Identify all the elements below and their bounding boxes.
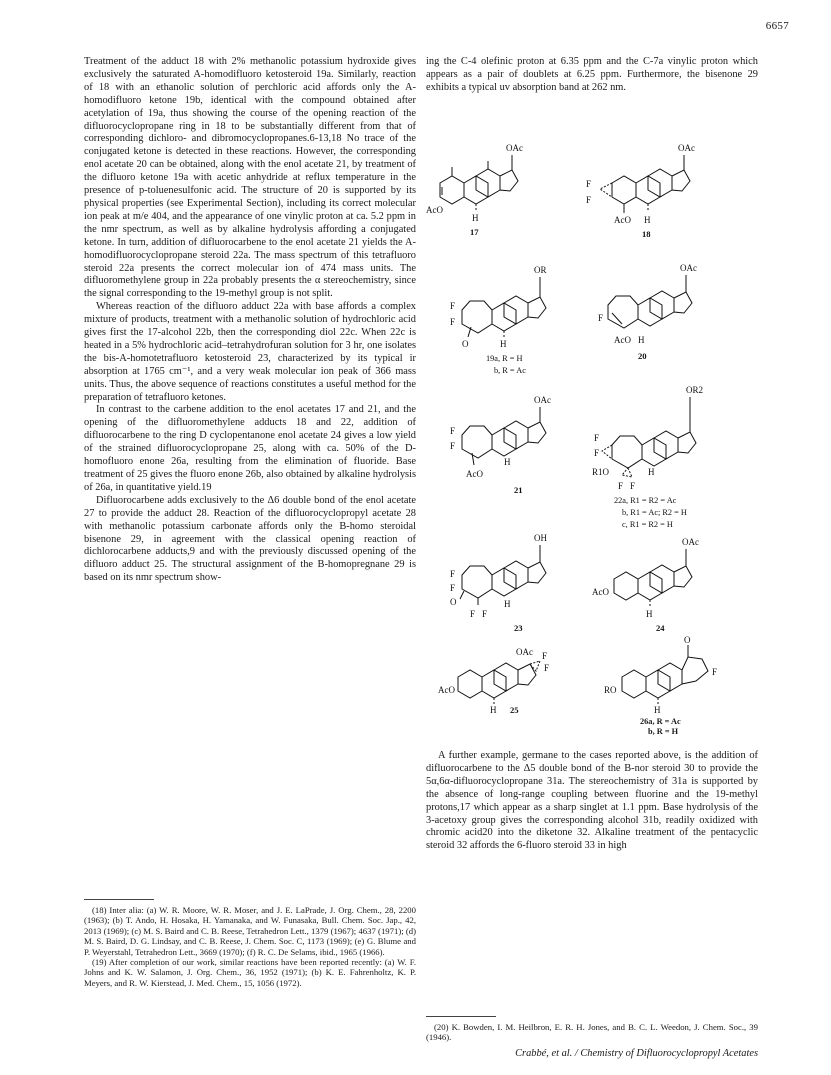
structure-19-caption-a: 19a, R = H [486,354,523,363]
structure-24-label-oac: OAc [682,537,699,547]
structure-26 [604,635,717,715]
structure-22-label-r1o: R1O [592,467,610,477]
structure-22-label-f3: F [618,481,624,491]
structure-18 [586,143,695,239]
structure-23-label-f1: F [450,569,456,579]
structure-18-label-f2: F [586,195,592,205]
chemical-structures-figure [426,125,766,715]
structure-17-label-aco: AcO [426,205,443,215]
structure-22-caption-c: c, R1 = R2 = H [622,520,673,529]
structure-22 [592,385,703,529]
structure-19-label-o: O [462,339,469,349]
structure-23 [450,533,547,633]
structure-25-label-f2: F [544,663,550,673]
right-footnotes [426,1022,758,1043]
structure-25-label-f1: F [542,651,548,661]
footnote-19: (19) After completion of our work, similar reactions have been reported recently: (a) W. F. Johns and K. W. Salamon, J. Org. Chem., 36, 1952 (1971); (b) K. E. Fahrenholtz, K. P. Meyers, and R. W. Kierstead, J. Med. Chem., 15, 1056 (1972). [84,957,416,988]
structure-22-label-f2: F [594,448,600,458]
structure-18-caption: 18 [642,229,651,239]
left-column-body [84,56,416,585]
right-column-bottom-body [426,750,758,853]
structure-21-caption: 21 [514,485,523,495]
structure-19-label-f1: F [450,301,456,311]
structure-24 [592,537,699,633]
structure-22-caption-a: 22a, R1 = R2 = Ac [614,496,677,505]
running-footer: Crabbé, et al. / Chemistry of Difluorocyclopropyl Acetates [515,1048,758,1059]
structure-22-label-f4: F [630,481,636,491]
structure-23-label-h: H [504,599,511,609]
structure-20-label-h: H [638,335,645,345]
structure-22-caption-b: b, R1 = Ac; R2 = H [622,508,687,517]
structure-20 [598,263,697,361]
structure-17-caption: 17 [470,227,479,237]
structure-24-label-aco: AcO [592,587,609,597]
structure-25-caption: 25 [510,705,519,715]
paragraph: In contrast to the carbene addition to the enol acetates 17 and 21, and the opening of the difluoromethylene adducts 18 and 22, addition of difluorocarbene to the ring D cyclopentanone enol acetate 24 gives a low yield of the strained difluorocyclopropane 25, along with ca. 50% of the D-homofluoro enone 26a, resulting from the elimination of fluoride. Base treatment of 25 gives the fluoro enone 26b, also obtained by alkaline hydrolysis of 26a, in quantitative yield.19 [84,404,416,493]
structure-18-label-aco: AcO [614,215,631,225]
structure-24-caption: 24 [656,623,665,633]
structure-24-label-h: H [646,609,653,619]
paragraph: ing the C-4 olefinic proton at 6.35 ppm and the C-7a vinylic proton which appears as a pair of doublets at 6.25 ppm. Furthermore, the bisenone 29 exhibits a typical uv absorption band at 262 nm. [426,56,758,93]
structure-25-label-oac: OAc [516,647,533,657]
footnote-20: (20) K. Bowden, I. M. Heilbron, E. R. H. Jones, and B. C. L. Weedon, J. Chem. Soc., 39 (1946). [426,1022,758,1043]
structure-18-label-oac: OAc [678,143,695,153]
structure-20-label-aco: AcO [614,335,631,345]
footnote-rule [84,899,154,900]
paragraph: A further example, germane to the cases reported above, is the addition of difluorocarbene to the Δ5 double bond of the B-nor steroid 30 to provide the 5α,6α-difluorocyclopropane 31a. The stereochemistry of 31a is supported by the absence of long-range coupling between fluorine and the 19-methyl protons,17 which appear as a sharp singlet at 1.1 ppm. Base hydrolysis of the 3-acetoxy group gives the corresponding alcohol 31b, readily oxidized with chromic acid20 into the diketone 32. Alkaline treatment of the pentacyclic steroid 32 affords the 6-fluoro steroid 33 in high [426,750,758,852]
structure-19 [450,265,547,375]
structure-21-label-oac: OAc [534,395,551,405]
structure-18-label-h: H [644,215,651,225]
structure-26-caption-a: 26a, R = Ac [640,717,681,726]
structure-22-label-f1: F [594,433,600,443]
structure-21 [450,395,551,495]
structure-17-label-h: H [472,213,479,223]
structure-22-label-h: H [648,467,655,477]
structure-19-label-h: H [500,339,507,349]
structure-25-label-h: H [490,705,497,715]
footnote-18: (18) Inter alia: (a) W. R. Moore, W. R. Moser, and J. E. LaPrade, J. Org. Chem., 28, 2200 (1963); (b) T. Ando, H. Hosaka, H. Yamanaka, and W. Funasaka, Bull. Chem. Soc. Jap., 42, 2013 (1969); (c) M. S. Baird and C. B. Reese, Tetrahedron Lett., 1379 (1967); 4637 (1971); (d) M. S. Baird, D. G. Lindsay, and C. B. Reese, J. Chem. Soc. C, 1173 (1969); (e) G. Blume and P. Weyerstahl, Tetrahedron Lett., 3669 (1970); (f) R. C. De Selams, ibid., 1965 (1966). [84,905,416,957]
paragraph: Difluorocarbene adds exclusively to the Δ6 double bond of the enol acetate 27 to provide the adduct 28. Reaction of the difluorocyclopropyl acetate 28 with methanolic potassium carbonate affords only the B-homo steroidal bisenone 29, in agreement with the classical opening reaction of dichlorocarbene adducts,9 and with the previously discussed opening of the difluoro adduct 25. The structural assignment of the B-homopregnane 29 is based on its nmr spectrum show- [84,494,416,584]
structure-21-label-f1: F [450,426,456,436]
structure-26-captions [640,717,681,737]
footnote-rule [426,1016,496,1017]
structure-19-caption-b: b, R = Ac [494,366,526,375]
structure-23-caption: 23 [514,623,523,633]
structure-19-label-or: OR [534,265,547,275]
structure-26-label-f: F [712,667,718,677]
structure-22-label-or2: OR2 [686,385,704,395]
structure-23-label-f4: F [482,609,488,619]
structure-23-label-o: O [450,597,457,607]
right-column-top-body [426,56,758,95]
left-footnotes [84,905,416,988]
structure-21-label-h: H [504,457,511,467]
structure-26-label-ro: RO [604,685,617,695]
structure-17 [426,143,523,237]
structure-20-caption: 20 [638,351,647,361]
structure-20-label-f: F [598,313,604,323]
structure-23-label-f3: F [470,609,476,619]
structure-18-label-f1: F [586,179,592,189]
structure-17-label-oac: OAc [506,143,523,153]
structure-23-label-oh: OH [534,533,547,543]
structure-21-label-aco: AcO [466,469,483,479]
structure-26-label-h: H [654,705,661,715]
structure-19-label-f2: F [450,317,456,327]
page-number: 6657 [765,20,789,32]
structure-21-label-f2: F [450,441,456,451]
structure-25-label-aco: AcO [438,685,455,695]
structure-26-caption-b: b, R = H [648,727,679,736]
structure-20-label-oac: OAc [680,263,697,273]
paragraph: Whereas reaction of the difluoro adduct 22a with base affords a complex mixture of products, treatment with a methanolic solution of hydrochloric acid gives first the 17-alcohol 22b, then the corresponding diol 22c. When 22c is heated in a 5% hydrochloric acid–tetrahydrofuran solution for 3 hr, one isolates the bis-A-homotetrafluoro ketosteroid 23, characterized by its typical ir absorption at 1765 cm⁻¹, and a very weak molecular ion peak of 366 mass units. Thus, the above sequence of reactions constitutes a useful method for the preparation of tetrafluoro ketones. [84,301,416,403]
structure-23-label-f2: F [450,583,456,593]
structure-25 [438,647,549,715]
structure-26-label-o: O [684,635,691,645]
paragraph: Treatment of the adduct 18 with 2% methanolic potassium hydroxide gives exclusively the saturated A-homodifluoro ketosteroid 19a. Similarly, reaction of 18 with an ethanolic solution of perchloric acid affords only the A-homodifluoro ketone 19b, identical with the compound obtained after acetylation of 19a, thus showing the course of the opening reaction of the difluorocyclopropane ring in 18 to be substantially different from that of corresponding dichloro- and dibromocyclopropanes.6-13,18 No trace of the conjugated ketone is detected in these reactions. However, the corresponding enol acetate 20 can be obtained, along with the enol acetate 21, by treatment of the difluoro ketone 19a with acetic anhydride at reflux temperature in the presence of p-toluenesulfonic acid. The structure of 20 is supported by its physical properties (see Experimental Section), including its correct molecular ion peak at m/e 404, and the appearance of one vinylic proton at ca. 5.2 ppm in the nmr spectrum, as well as by alkaline hydrolysis affording a conjugated ketone. In turn, addition of difluorocarbene to the enol acetate 21 yields the A-homodifluorocyclopropane steroid 22a. The mass spectrum of this tetrafluoro steroid 22a presents the correct molecular ion of 474 mass units. The difluoromethylene group in 22a probably presents the α stereochemistry, since the signal corresponding to the 19-methyl group is not split. [84,56,416,300]
